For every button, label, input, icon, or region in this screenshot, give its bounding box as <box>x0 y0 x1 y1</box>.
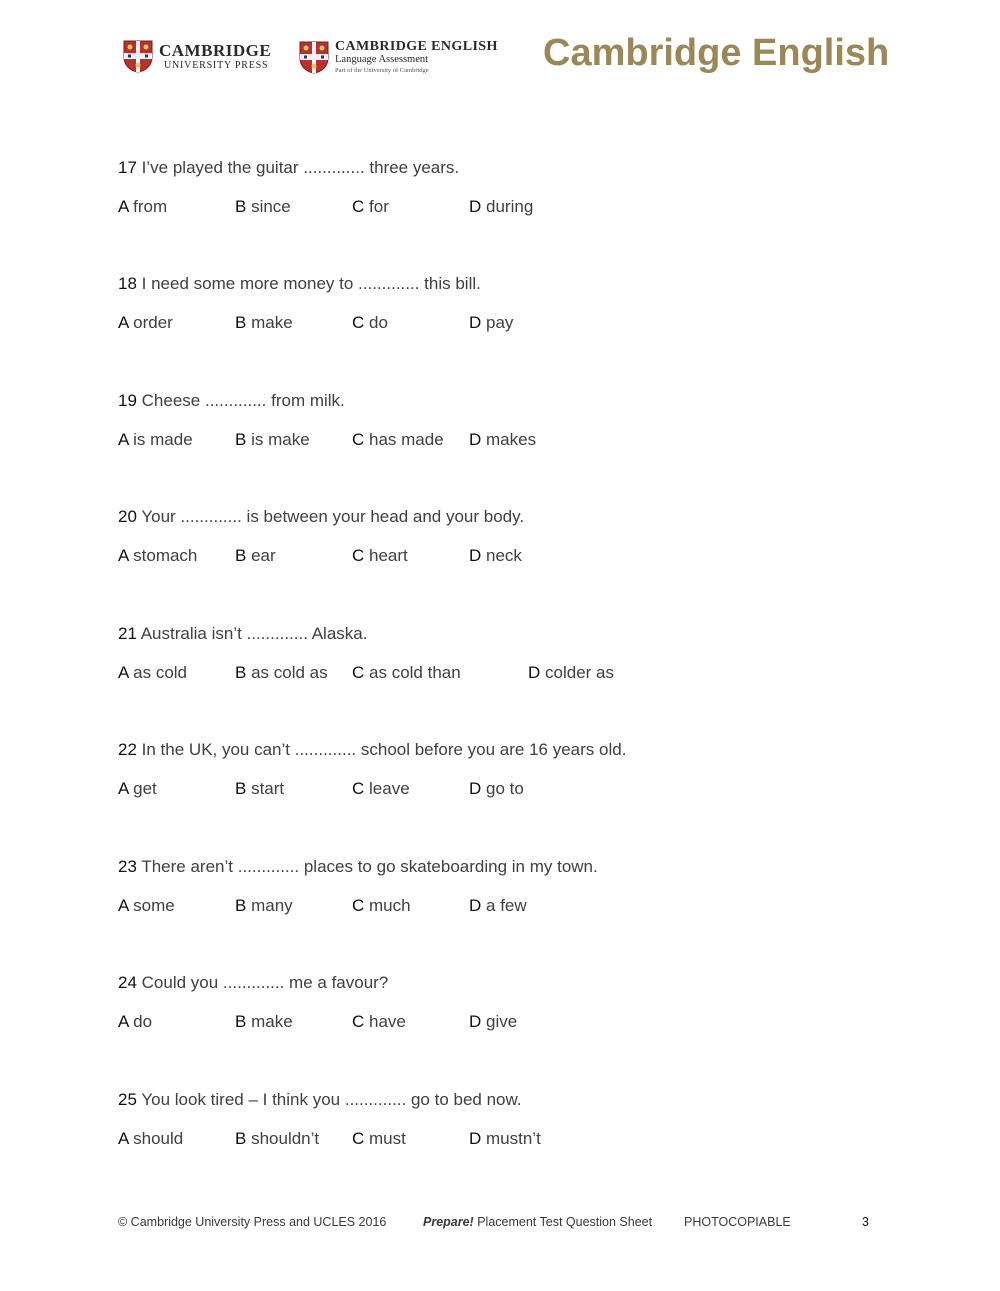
option-letter: A <box>118 430 129 449</box>
question-stem <box>118 390 878 412</box>
question-number: 17 <box>118 158 137 177</box>
option-d[interactable] <box>469 1128 541 1150</box>
option-letter: D <box>469 1129 482 1148</box>
option-letter: C <box>352 313 365 332</box>
option-text: as cold <box>133 663 188 682</box>
cambridge-shield-icon <box>299 41 329 74</box>
option-b[interactable] <box>235 312 293 334</box>
option-b[interactable] <box>235 1011 293 1033</box>
option-text: stomach <box>133 546 198 565</box>
question-number: 18 <box>118 274 137 293</box>
option-text: make <box>251 313 293 332</box>
question-text: Your ............. is between your head and your body. <box>141 507 525 526</box>
option-text: as cold as <box>251 663 328 682</box>
cel-logo-line3: Part of the University of Cambridge <box>335 66 429 74</box>
option-text: during <box>486 197 534 216</box>
option-d[interactable] <box>469 895 527 917</box>
option-letter: C <box>352 430 365 449</box>
option-text: have <box>369 1012 406 1031</box>
option-text: mustn’t <box>486 1129 541 1148</box>
option-letter: B <box>235 1012 247 1031</box>
option-letter: D <box>469 430 482 449</box>
option-b[interactable] <box>235 429 310 451</box>
cambridge-university-press-logo <box>123 40 271 73</box>
question-text: There aren’t ............. places to go skateboarding in my town. <box>141 857 598 876</box>
option-letter: B <box>235 896 247 915</box>
option-letter: C <box>352 896 365 915</box>
question-text: Australia isn’t ............. Alaska. <box>140 624 368 643</box>
question-17 <box>118 157 878 218</box>
option-a[interactable] <box>118 778 157 800</box>
option-letter: B <box>235 1129 247 1148</box>
option-a[interactable] <box>118 429 193 451</box>
footer-copyright: © Cambridge University Press and UCLES 2016 <box>118 1215 387 1229</box>
option-letter: C <box>352 1129 365 1148</box>
question-stem <box>118 856 878 878</box>
option-letter: B <box>235 663 247 682</box>
option-d[interactable] <box>469 196 533 218</box>
footer-sheet-title <box>423 1215 652 1229</box>
option-a[interactable] <box>118 1128 183 1150</box>
option-text: make <box>251 1012 293 1031</box>
question-number: 25 <box>118 1090 137 1109</box>
option-text: some <box>133 896 175 915</box>
option-text: is make <box>251 430 310 449</box>
option-letter: B <box>235 430 247 449</box>
option-d[interactable] <box>528 662 614 684</box>
option-text: as cold than <box>369 663 461 682</box>
option-a[interactable] <box>118 196 167 218</box>
option-text: should <box>133 1129 184 1148</box>
option-text: for <box>369 197 389 216</box>
option-b[interactable] <box>235 1128 319 1150</box>
option-text: get <box>133 779 157 798</box>
cambridge-shield-icon <box>123 40 153 73</box>
option-text: neck <box>486 546 522 565</box>
option-letter: C <box>352 779 365 798</box>
question-stem <box>118 739 878 761</box>
option-a[interactable] <box>118 1011 152 1033</box>
answer-options <box>118 1011 878 1033</box>
answer-options <box>118 662 878 684</box>
option-text: is made <box>133 430 193 449</box>
option-text: colder as <box>545 663 614 682</box>
question-19 <box>118 390 878 451</box>
answer-options <box>118 312 878 334</box>
option-a[interactable] <box>118 312 173 334</box>
option-letter: A <box>118 313 129 332</box>
option-b[interactable] <box>235 662 328 684</box>
option-a[interactable] <box>118 895 175 917</box>
option-letter: A <box>118 1129 129 1148</box>
answer-options <box>118 1128 878 1150</box>
question-number: 21 <box>118 624 137 643</box>
cup-logo-line2: UNIVERSITY PRESS <box>164 60 269 71</box>
option-letter: A <box>118 546 129 565</box>
question-24 <box>118 972 878 1033</box>
question-stem <box>118 1089 878 1111</box>
option-d[interactable] <box>469 1011 517 1033</box>
answer-options <box>118 545 878 567</box>
option-text: shouldn’t <box>251 1129 320 1148</box>
option-d[interactable] <box>469 312 513 334</box>
option-text: start <box>251 779 285 798</box>
option-text: since <box>251 197 291 216</box>
option-text: go to <box>486 779 524 798</box>
option-c[interactable] <box>352 429 444 451</box>
option-b[interactable] <box>235 895 293 917</box>
question-stem <box>118 157 878 179</box>
option-text: much <box>369 896 411 915</box>
option-letter: A <box>118 779 129 798</box>
question-21 <box>118 623 878 684</box>
question-22 <box>118 739 878 800</box>
option-b[interactable] <box>235 545 276 567</box>
option-letter: A <box>118 1012 129 1031</box>
option-text: heart <box>369 546 408 565</box>
option-text: order <box>133 313 173 332</box>
option-text: do <box>133 1012 153 1031</box>
option-b[interactable] <box>235 196 291 218</box>
cup-logo-line1: CAMBRIDGE <box>159 41 272 60</box>
question-text: I need some more money to ............. this bill. <box>141 274 481 293</box>
answer-options <box>118 429 878 451</box>
option-d[interactable] <box>469 429 536 451</box>
option-text: leave <box>369 779 410 798</box>
footer-prepare: Prepare! <box>423 1215 474 1229</box>
option-letter: C <box>352 546 365 565</box>
option-text: many <box>251 896 293 915</box>
option-c[interactable] <box>352 1011 406 1033</box>
option-letter: C <box>352 197 365 216</box>
question-stem <box>118 506 878 528</box>
question-text: In the UK, you can’t ............. school before you are 16 years old. <box>141 740 627 759</box>
option-letter: A <box>118 896 129 915</box>
option-c[interactable] <box>352 662 461 684</box>
question-25 <box>118 1089 878 1150</box>
footer-photocopiable: PHOTOCOPIABLE <box>684 1215 791 1229</box>
option-letter: D <box>469 197 482 216</box>
question-number: 22 <box>118 740 137 759</box>
option-text: give <box>486 1012 518 1031</box>
option-a[interactable] <box>118 545 197 567</box>
page-header <box>0 0 1000 100</box>
option-d[interactable] <box>469 778 524 800</box>
option-b[interactable] <box>235 778 284 800</box>
option-letter: B <box>235 779 247 798</box>
option-text: pay <box>486 313 514 332</box>
option-text: has made <box>369 430 444 449</box>
question-number: 19 <box>118 391 137 410</box>
question-text: I’ve played the guitar ............. three years. <box>141 158 460 177</box>
option-text: from <box>133 197 168 216</box>
option-letter: D <box>469 313 482 332</box>
option-c[interactable] <box>352 895 411 917</box>
option-letter: A <box>118 663 129 682</box>
option-a[interactable] <box>118 662 187 684</box>
page-number: 3 <box>862 1215 869 1229</box>
question-18 <box>118 273 878 334</box>
page-footer <box>0 1215 1000 1233</box>
cambridge-english-la-logo <box>299 40 498 74</box>
question-stem <box>118 623 878 645</box>
question-text: Could you ............. me a favour? <box>141 973 389 992</box>
answer-options <box>118 196 878 218</box>
brand-title: Cambridge English <box>543 32 890 74</box>
option-letter: D <box>469 546 482 565</box>
option-c[interactable] <box>352 312 388 334</box>
option-letter: D <box>469 896 482 915</box>
answer-options <box>118 895 878 917</box>
question-20 <box>118 506 878 567</box>
question-text: Cheese ............. from milk. <box>141 391 345 410</box>
option-letter: D <box>469 1012 482 1031</box>
option-d[interactable] <box>469 545 522 567</box>
option-text: a few <box>486 896 527 915</box>
option-c[interactable] <box>352 1128 406 1150</box>
option-letter: B <box>235 197 247 216</box>
question-number: 23 <box>118 857 137 876</box>
option-c[interactable] <box>352 778 410 800</box>
footer-sheet: Placement Test Question Sheet <box>477 1215 653 1229</box>
option-letter: C <box>352 1012 365 1031</box>
cel-logo-line2: Language Assessment <box>335 54 429 65</box>
option-c[interactable] <box>352 196 389 218</box>
question-stem <box>118 273 878 295</box>
question-number: 24 <box>118 973 137 992</box>
answer-options <box>118 778 878 800</box>
question-stem <box>118 972 878 994</box>
option-letter: B <box>235 313 247 332</box>
option-text: do <box>369 313 388 332</box>
option-text: makes <box>486 430 537 449</box>
question-number: 20 <box>118 507 137 526</box>
cel-logo-line1: CAMBRIDGE ENGLISH <box>335 39 498 54</box>
option-text: ear <box>251 546 276 565</box>
option-letter: C <box>352 663 365 682</box>
option-letter: D <box>469 779 482 798</box>
option-letter: B <box>235 546 247 565</box>
option-text: must <box>369 1129 406 1148</box>
question-23 <box>118 856 878 917</box>
option-c[interactable] <box>352 545 408 567</box>
question-text: You look tired – I think you ............. go to bed now. <box>141 1090 522 1109</box>
option-letter: D <box>528 663 541 682</box>
option-letter: A <box>118 197 129 216</box>
